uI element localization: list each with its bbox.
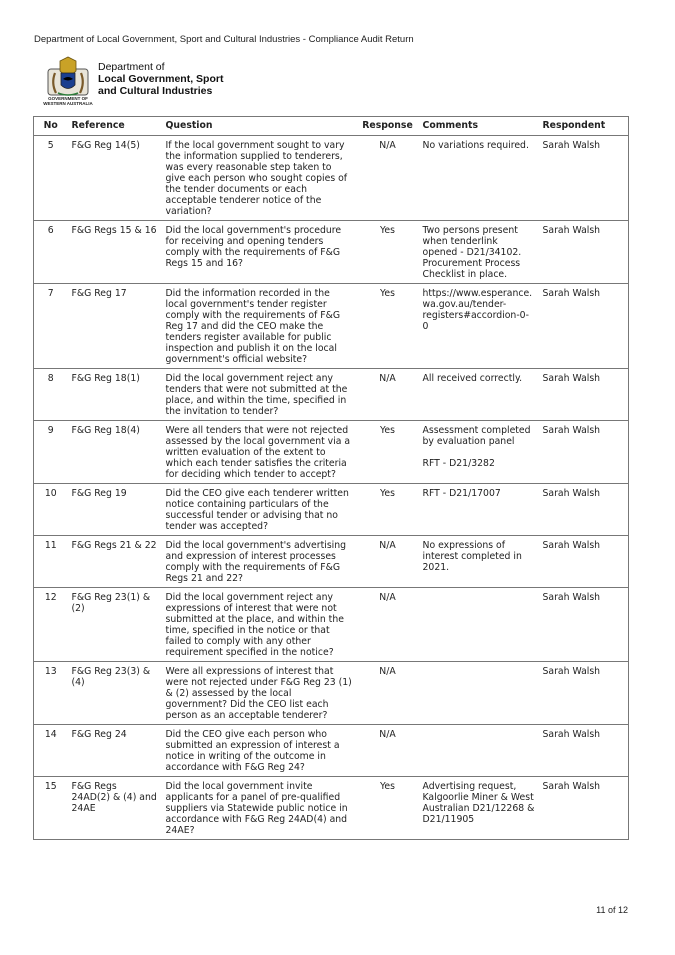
cell-question-text: Did the CEO give each person who submitted an expression of interest a notice in writing of the outcome in accordance with F&G Reg 24? bbox=[165, 729, 340, 773]
cell-response bbox=[357, 536, 419, 588]
department-name-line1: Department of bbox=[98, 61, 165, 73]
cell-comments bbox=[419, 421, 539, 484]
table-row bbox=[34, 369, 629, 421]
crest-caption-line2: WESTERN AUSTRALIA bbox=[43, 101, 93, 106]
cell-question bbox=[162, 421, 357, 484]
cell-question bbox=[162, 221, 357, 284]
cell-no bbox=[34, 369, 68, 421]
cell-respondent-text: Sarah Walsh bbox=[542, 288, 601, 299]
cell-respondent bbox=[539, 484, 629, 536]
cell-no bbox=[34, 662, 68, 725]
table-row bbox=[34, 136, 629, 221]
cell-comments bbox=[419, 136, 539, 221]
cell-respondent bbox=[539, 588, 629, 662]
cell-question bbox=[162, 136, 357, 221]
cell-response bbox=[357, 284, 419, 369]
cell-no-text: 9 bbox=[47, 425, 54, 436]
cell-respondent bbox=[539, 221, 629, 284]
cell-respondent-text: Sarah Walsh bbox=[542, 488, 601, 499]
cell-reference-text: F&G Reg 14(5) bbox=[71, 140, 140, 151]
table-row bbox=[34, 221, 629, 284]
cell-reference-text: F&G Regs 15 & 16 bbox=[71, 225, 157, 236]
cell-reference-text: F&G Regs 21 & 22 bbox=[71, 540, 157, 551]
cell-question-text: Did the local government invite applicants for a panel of pre-qualified suppliers via Statewide public notice in accordance with F&G Reg 24AD(4) and 24AE? bbox=[165, 781, 348, 836]
column-header-response: Response bbox=[357, 117, 419, 136]
table-row bbox=[34, 725, 629, 777]
table-row bbox=[34, 421, 629, 484]
cell-respondent-text: Sarah Walsh bbox=[542, 540, 601, 551]
cell-reference bbox=[68, 221, 162, 284]
cell-respondent bbox=[539, 421, 629, 484]
cell-response bbox=[357, 421, 419, 484]
cell-comments-text: Advertising request, Kalgoorlie Miner & West Australian D21/12268 & D21/11905 bbox=[422, 781, 535, 825]
cell-comments-extra-text: RFT - D21/3282 bbox=[422, 458, 495, 469]
cell-respondent-text: Sarah Walsh bbox=[542, 592, 601, 603]
column-header-no: No bbox=[34, 117, 68, 136]
table-row bbox=[34, 484, 629, 536]
cell-no-text: 8 bbox=[47, 373, 54, 384]
cell-no bbox=[34, 536, 68, 588]
cell-comments-text: Two persons present when tenderlink opened - D21/34102. Procurement Process Checklist in place. bbox=[422, 225, 522, 280]
cell-response bbox=[357, 221, 419, 284]
cell-question-text: Did the local government's procedure for receiving and opening tenders comply with the requirements of F&G Regs 15 and 16? bbox=[165, 225, 342, 269]
cell-reference bbox=[68, 588, 162, 662]
department-name bbox=[98, 61, 223, 97]
cell-question bbox=[162, 484, 357, 536]
cell-comments bbox=[419, 484, 539, 536]
cell-no-text: 13 bbox=[44, 666, 57, 677]
cell-comments-text: All received correctly. bbox=[422, 373, 523, 384]
department-name-line3: and Cultural Industries bbox=[98, 85, 213, 97]
cell-response-text: Yes bbox=[379, 225, 395, 236]
cell-comments bbox=[419, 588, 539, 662]
cell-comments-text: Assessment completed by evaluation panel bbox=[422, 425, 531, 447]
cell-no-text: 10 bbox=[44, 488, 57, 499]
cell-no bbox=[34, 221, 68, 284]
cell-respondent bbox=[539, 777, 629, 840]
cell-response-text: N/A bbox=[379, 140, 396, 151]
cell-response-text: N/A bbox=[379, 540, 396, 551]
cell-reference bbox=[68, 284, 162, 369]
cell-no bbox=[34, 284, 68, 369]
cell-respondent-text: Sarah Walsh bbox=[542, 373, 601, 384]
cell-respondent bbox=[539, 725, 629, 777]
cell-response bbox=[357, 136, 419, 221]
cell-question bbox=[162, 588, 357, 662]
cell-response-text: N/A bbox=[379, 592, 396, 603]
cell-question-text: Did the CEO give each tenderer written notice containing particulars of the successful tender or advising that no tender was accepted? bbox=[165, 488, 349, 532]
cell-reference-text: F&G Reg 18(1) bbox=[71, 373, 140, 384]
cell-reference-text: F&G Regs 24AD(2) & (4) and 24AE bbox=[71, 781, 157, 814]
table-row bbox=[34, 284, 629, 369]
cell-question bbox=[162, 777, 357, 840]
cell-respondent-text: Sarah Walsh bbox=[542, 729, 601, 740]
department-name-line2: Local Government, Sport bbox=[98, 73, 224, 85]
cell-reference bbox=[68, 536, 162, 588]
cell-question-text: Were all expressions of interest that were not rejected under F&G Reg 23 (1) & (2) assessed by the local government? Did the CEO list each person as an acceptable tenderer? bbox=[165, 666, 352, 721]
cell-respondent-text: Sarah Walsh bbox=[542, 225, 601, 236]
cell-response-text: Yes bbox=[379, 425, 395, 436]
cell-reference-text: F&G Reg 24 bbox=[71, 729, 127, 740]
cell-reference bbox=[68, 777, 162, 840]
cell-reference bbox=[68, 662, 162, 725]
cell-response bbox=[357, 484, 419, 536]
cell-comments bbox=[419, 662, 539, 725]
cell-question bbox=[162, 725, 357, 777]
cell-respondent bbox=[539, 369, 629, 421]
cell-respondent bbox=[539, 536, 629, 588]
cell-question-text: Did the local government's advertising and expression of interest processes comply with the requirements of F&G Regs 21 and 22? bbox=[165, 540, 347, 584]
cell-respondent-text: Sarah Walsh bbox=[542, 781, 601, 792]
cell-comments-text: https://www.esperance.wa.gov.au/tender-registers#accordion-0-0 bbox=[422, 288, 533, 332]
cell-comments-text: No variations required. bbox=[422, 140, 529, 151]
cell-no-text: 12 bbox=[44, 592, 57, 603]
cell-no-text: 15 bbox=[44, 781, 57, 792]
cell-reference bbox=[68, 136, 162, 221]
cell-comments bbox=[419, 221, 539, 284]
page-number: 11 of 12 bbox=[596, 905, 628, 915]
cell-no bbox=[34, 421, 68, 484]
cell-reference bbox=[68, 421, 162, 484]
cell-comments bbox=[419, 536, 539, 588]
cell-response-text: N/A bbox=[379, 373, 396, 384]
cell-reference bbox=[68, 484, 162, 536]
cell-comments bbox=[419, 369, 539, 421]
cell-question-text: If the local government sought to vary the information supplied to tenderers, was every reasonable step taken to give each person who sought copies of the tender documents or each acceptable tenderer notice of the variation? bbox=[165, 140, 348, 217]
cell-reference-text: F&G Reg 23(3) & (4) bbox=[71, 666, 151, 688]
cell-respondent bbox=[539, 136, 629, 221]
cell-reference-text: F&G Reg 18(4) bbox=[71, 425, 140, 436]
cell-no bbox=[34, 136, 68, 221]
column-header-respondent: Respondent bbox=[539, 117, 629, 136]
cell-no-text: 6 bbox=[47, 225, 54, 236]
column-header-reference: Reference bbox=[68, 117, 162, 136]
cell-no-text: 11 bbox=[44, 540, 57, 551]
department-logo bbox=[38, 55, 238, 110]
crest-caption-line1: GOVERNMENT OF bbox=[48, 96, 88, 101]
cell-response-text: N/A bbox=[379, 666, 396, 677]
cell-no-text: 14 bbox=[44, 729, 57, 740]
table-row bbox=[34, 588, 629, 662]
cell-response bbox=[357, 725, 419, 777]
cell-response-text: Yes bbox=[379, 288, 395, 299]
cell-question-text: Did the local government reject any expressions of interest that were not submitted at the place, and within the time, specified in the notice or that failed to comply with any other requirement specified in the notice? bbox=[165, 592, 344, 658]
cell-response-text: Yes bbox=[379, 781, 395, 792]
cell-respondent-text: Sarah Walsh bbox=[542, 140, 601, 151]
cell-comments bbox=[419, 777, 539, 840]
cell-reference-text: F&G Reg 17 bbox=[71, 288, 127, 299]
table-row bbox=[34, 536, 629, 588]
cell-question-text: Did the local government reject any tenders that were not submitted at the place, and within the time, specified in the invitation to tender? bbox=[165, 373, 348, 417]
table-row bbox=[34, 777, 629, 840]
cell-question-text: Were all tenders that were not rejected assessed by the local government via a written evaluation of the extent to which each tender satisfies the criteria for deciding which tender to accept? bbox=[165, 425, 351, 480]
cell-response-text: N/A bbox=[379, 729, 396, 740]
cell-question bbox=[162, 284, 357, 369]
cell-response bbox=[357, 588, 419, 662]
cell-response bbox=[357, 369, 419, 421]
cell-comments-text: RFT - D21/17007 bbox=[422, 488, 501, 499]
cell-respondent-text: Sarah Walsh bbox=[542, 425, 601, 436]
column-header-comments: Comments bbox=[419, 117, 539, 136]
cell-no bbox=[34, 777, 68, 840]
cell-question bbox=[162, 369, 357, 421]
table-header-row bbox=[34, 117, 629, 136]
cell-no bbox=[34, 484, 68, 536]
crest-caption bbox=[38, 96, 98, 106]
cell-respondent bbox=[539, 284, 629, 369]
cell-reference-text: F&G Reg 23(1) & (2) bbox=[71, 592, 151, 614]
table-row bbox=[34, 662, 629, 725]
cell-no bbox=[34, 588, 68, 662]
cell-reference-text: F&G Reg 19 bbox=[71, 488, 127, 499]
cell-response bbox=[357, 777, 419, 840]
compliance-audit-table bbox=[33, 116, 629, 840]
cell-comments bbox=[419, 725, 539, 777]
cell-reference bbox=[68, 725, 162, 777]
cell-question bbox=[162, 536, 357, 588]
cell-response-text: Yes bbox=[379, 488, 395, 499]
cell-respondent-text: Sarah Walsh bbox=[542, 666, 601, 677]
cell-reference bbox=[68, 369, 162, 421]
cell-no-text: 5 bbox=[47, 140, 54, 151]
cell-comments bbox=[419, 284, 539, 369]
document-header-title: Department of Local Government, Sport and Cultural Industries - Compliance Audit Return bbox=[34, 34, 414, 45]
column-header-question: Question bbox=[162, 117, 357, 136]
cell-no bbox=[34, 725, 68, 777]
cell-respondent bbox=[539, 662, 629, 725]
cell-response bbox=[357, 662, 419, 725]
cell-no-text: 7 bbox=[47, 288, 54, 299]
cell-comments-text: No expressions of interest completed in 2021. bbox=[422, 540, 522, 573]
cell-question bbox=[162, 662, 357, 725]
cell-question-text: Did the information recorded in the local government's tender register comply with the requirements of F&G Reg 17 and did the CEO make the tenders register available for public inspection and publish it on the local government's official website? bbox=[165, 288, 341, 365]
